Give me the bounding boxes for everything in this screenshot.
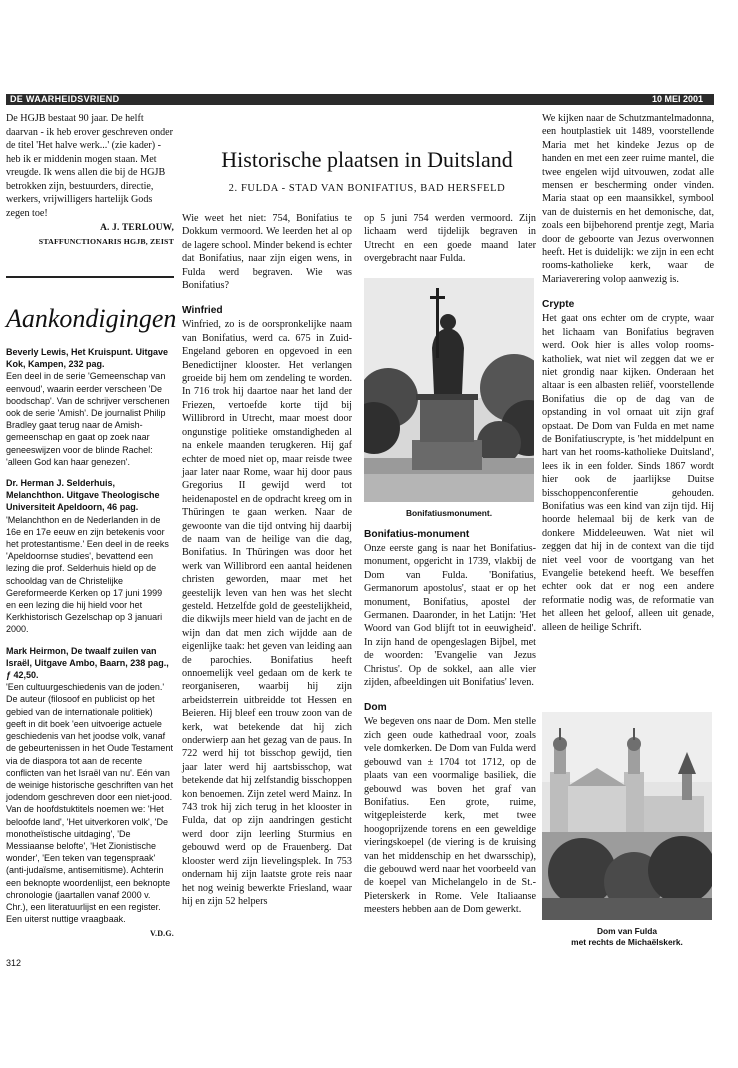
monument-paragraph: Onze eerste gang is naar het Bonifatius-monument, opgericht in 1739, vlakbij de Dom van Fulda. 'Bonifatius, Germanorum apostolus', staat er op het monument, Bonifatius, apostel der Germanen. Daaronder, in het Latijn: 'Het Woord van God blijft tot in eeuwigheid'. In zijn hand de opengeslagen Bijbel, met de woorden: 'Evangelie van Jezus Christus'. Op de sokkel, aan alle vier zijden, afbeeldingen uit Bonifatius' leven. [364,543,536,689]
monument-illustration [364,278,534,502]
intro-paragraph: Wie weet het niet: 754, Bonifatius te Dokkum vermoord. We leerden het al op de lagere school. Minder bekend is echter dat Bonifatius, naar zijn eigen wens, in Fulda werd begraven. Wie was Bonifatius? [182,213,353,292]
article-column-2-lower [364,528,536,917]
dom-illustration [542,712,712,920]
announcement-title: Mark Heirmon, De twaalf zuilen van Israël, Uitgave Ambo, Baarn, 238 pag., ƒ 42,50. [6,645,169,681]
winfried-paragraph: Winfried, zo is de oorspronkelijke naam van Bonifatius, werd ca. 675 in Zuid-Engeland geboren en opgevoed in een Benedictijner klooster. Het verlangen groeide bij hem om zendeling te worden. In 716 trok hij daartoe naar het land der Friezen, vertoefde korte tijd bij Willibrord in Utrecht, maar moest door ongunstige politieke omstandigheden al na enkele maanden terugkeren. Hij gaf echter de moed niet op, maar reisde twee jaar later naar Rome, waar hij door paus Gregorius II gewijd werd tot heidenapostel en de opdracht kreeg om in Thüringen te gaan werken. Naar de gewoonte van die tijd ontving hij daarbij de naam van de heilige van die dag, Bonifatius. In Thüringen was door het werk van Willibrord een aantal heidenen christen geworden, maar met het geestelijk leven van hen was het slecht gesteld. Hetzelfde gold de geestelijkheid, die dikwijls meer hield van de jacht en de wijn dan dat men zich wijdde aan de eigenlijke taak: het geven van leiding aan de parochies. Bonifatius heeft onnoemelijk veel gedaan om de kerk te reorganiseren, waarbij hij zijn arbeidsterrein uitbreidde tot Hessen en Beieren. Hij bleef een trouw zoon van de kerk, wat betekende dat hij zich onderwierp aan het gezag van de paus. In 722 werd hij tot bisschop gewijd, tien jaar later werd hij aartsbisschop, wat betekende dat hij zelfstandig bisschoppen kon benoemen. Zijn zetel werd Mainz. In 743 trok hij zich terug in het klooster in Fulda, dat op zijn aandringen gesticht werd door zijn leerling Sturmius en gebouwd werd op de Frauenberg. Dat klooster werd zijn lievelingsplek. In 753 ondernam hij zijn laatste grote reis naar het nog weinig bewerkte Friesland, waar hij en zijn 52 helpers [182,319,352,907]
article-subtitle: 2. FULDA - STAD VAN BONIFATIUS, BAD HERSFELD [228,183,506,194]
announcement-item [6,645,174,926]
intro-role: STAFFUNCTIONARIS HGJB, ZEIST [38,237,174,246]
dom-paragraph: We begeven ons naar de Dom. Men stelle zich geen oude kathedraal voor, zoals vele domkerken. De Dom van Fulda werd gebouwd van ± 1704 tot 1712, op de plaats van een voormalige basiliek, die gebouwd was boven het graf van Bonifatius. Een grote, ruime, witgepleisterde kerk, met twee hoogoprijzende torens en een geweldige vieringskoepel (de viering is de kruising van het middenschip en het dwarsschip), die gebouwd werd naar het voorbeeld van de koepel van Michelangelo in de St.-Pieterskerk in Rome. Vele Italiaanse meesters hebben aan de Dom gewerkt. [364,716,536,916]
announcements-list [6,346,174,940]
page-number: 312 [6,958,22,968]
announcement-item [6,346,174,468]
madonna-paragraph: We kijken naar de Schutzmantelmadonna, een houtplastiek uit 1489, voorstellende Maria met het kindeke Jezus op de handen en met een zeer ruime mantel, die twee engelen wijd uitvouwen, zodat alle mensen er bescherming onder vinden. Maria staat op een maansikkel, symbool van de duisternis en het demonische, dat, zoals een bijbehorend prentje zegt, Maria door de geboorte van Jezus overwonnen heeft. Het is duidelijk: we zijn in een echt rooms-katholieke kerk, waar de Mariaverering volop aanwezig is. [542,113,714,285]
announcements-heading: Aankondigingen [6,304,177,333]
intro-box [6,112,174,248]
winfried-heading: Winfried [182,305,223,317]
article-title: Historische plaatsen in Duitsland [221,147,513,172]
publication-name: DE WAARHEIDSVRIEND [10,94,120,104]
intro-divider [6,276,174,278]
monument-caption: Bonifatiusmonument. [405,508,493,518]
announcement-title: Dr. Herman J. Selderhuis, Melanchthon. Uitgave Theologische Universiteit Apeldoorn, 46 pag. [6,478,160,513]
announcement-item [6,477,174,636]
dom-fulda-photo [542,712,712,920]
article-column-1 [182,212,352,908]
crypte-heading: Crypte [542,299,575,311]
announcement-desc: 'Melanchthon en de Nederlanden in de 16e en 17e eeuw en zijn betekenis voor het protestantisme.' Een deel in de reeks 'Apeldoornse studies', bevattend een lezing die prof. Selderhuis hield op de schooldag van de Christelijke Gereformeerde Kerken op 17 juni 1999 en een lezing die hij hield voor het Kerkhistorisch Gezelschap op 3 januari 2000. [6,514,169,635]
article-column-2 [364,212,536,266]
dom-caption-line-2: met rechts de Michaëlskerk. [571,937,683,947]
issue-date: 10 MEI 2001 [652,94,704,104]
dom-heading: Dom [364,702,387,714]
announcements-signature: V.D.G. [150,929,174,939]
intro-author: A. J. TERLOUW, [100,223,174,233]
crypte-paragraph: Het gaat ons echter om de crypte, waar het lichaam van Bonifatius begraven werd. Ook hier is alles volop rooms-katholiek, wat niet wil zeggen dat we er niet grondig naar kijken. Onderaan het altaar is een albasten reliëf, voorstellende Bonifatius die op de dag van de opstanding in vol ornaat uit zijn graf opstaat. De Dom van Fulda en met name de Bonifatiuscrypte, is 'het middelpunt en hart van het rooms-katholieke Duitsland', lees ik in een folder. Sinds 1867 wordt hier ook de jaarlijkse Duitse bisschoppenconferentie gehouden. Bonifatius was een kind van zijn tijd. Hij hoorde helemaal bij de kerk van de donkere Middeleeuwen. Wat niet wil zeggen dat hij in de context van die tijd niet veel voor de voortgang van het Evangelie betekend heeft. We beseffen echter ook dat er nog een andere reformatie nodig was, de reformatie van het alleen het geloof, alleen uit genade, alleen de heilige Schrift. [542,313,714,633]
bonifatius-monument-photo [364,278,534,502]
announcement-title: Beverly Lewis, Het Kruispunt. Uitgave Kok, Kampen, 232 pag. [6,347,169,370]
burial-paragraph: op 5 juni 754 werden vermoord. Zijn lichaam werd tijdelijk begraven in Utrecht en een goede maand later overgebracht naar Fulda. [364,213,536,265]
monument-heading: Bonifatius-monument [364,529,470,540]
intro-text: De HGJB bestaat 90 jaar. De helft daarvan - ik heb erover geschreven onder de titel 'Het halve werk...' (zie kader) - heb ik er middenin mogen staan. Met vreugde. Ik wens allen die bij de HGJB betrokken zijn, bestuurders, directie, werkers, vrijwilligers hartelijk Gods zegen toe! [6,113,174,219]
announcement-desc: Een deel in de serie 'Gemeenschap van eenvoud', waarin eerder verscheen 'De boodschap'. Van de schrijver verschenen ook de serie 'Amish'. De journalist Philip Bradley gaat terug naar de Amish-gemeenschap en gaat op zoek naar geneeswijzen voor de blinde Rachel: 'alleen God kan haar genezen'. [6,371,170,467]
article-column-3 [542,112,714,634]
announcement-desc: 'Een cultuurgeschiedenis van de joden.' De auteur (filosoof en publicist op het gebied van de internationale politiek) geeft in dit boek 'een uitvoerige actuele geschiedenis van het joodse volk, vanaf de gebeurtenissen in het Oude Testament via de diaspora tot aan de recente conflicten van het Israël van nu'. Eén van de weinige historische geschriften van het jodendom geschreven door een niet-jood. Van de hoofdstuktitels noemen we: 'Het beloofde land', 'Het uitverkoren volk', 'De monotheïstische uitdaging', 'De Messiaanse belofte', 'Het Zionistische wonder', 'Een teken van tegenspraak' (anti-judaïsme, antisemitisme). Achterin een beknopte woordenlijst, een beknopte chronologie (jaartallen vanaf 2000 v. Chr.), een literatuurlijst en een register. Een uiterst nuttige vraagbaak. [6,682,174,925]
dom-caption-line-1: Dom van Fulda [596,926,658,936]
